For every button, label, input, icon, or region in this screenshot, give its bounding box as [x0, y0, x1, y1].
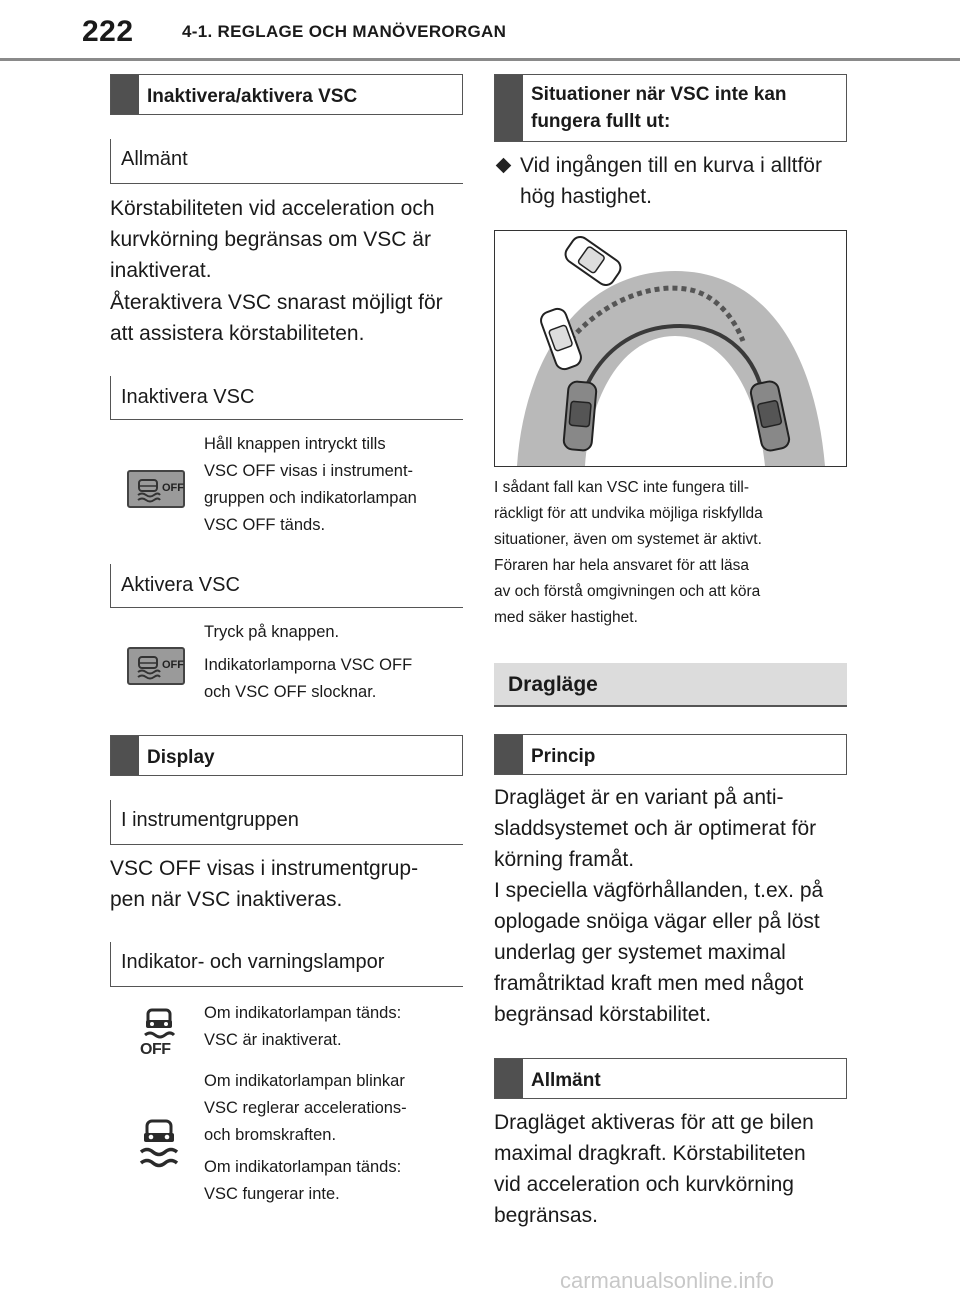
- bullet-text: [520, 150, 860, 212]
- hold-button-text: [204, 431, 466, 539]
- section-box-display: [110, 735, 463, 776]
- vsc-indicator-icon: [136, 1118, 182, 1170]
- text-line: kurvkörning begränsas om VSC är: [110, 228, 431, 251]
- subsection-indikator: [110, 942, 463, 987]
- text-line: VSC OFF visas i instrument-: [204, 462, 414, 480]
- paragraph-princip-1: [494, 782, 854, 875]
- text-line: begränsas.: [494, 1204, 598, 1227]
- text-line: Dragläget aktiveras för att ge bilen: [494, 1111, 814, 1134]
- text-line: maximal dragkraft. Körstabiliteten: [494, 1142, 806, 1165]
- subsection-title: Allmänt: [121, 148, 188, 170]
- curve-illustration: [494, 230, 847, 467]
- section-title: Allmänt: [531, 1070, 601, 1091]
- text-line: I sådant fall kan VSC inte fungera till-: [494, 479, 750, 496]
- lamps-off-text: [204, 652, 466, 706]
- indicator-blink-text: [204, 1068, 466, 1149]
- section-box-allmant: [494, 1058, 847, 1099]
- text-line: begränsad körstabilitet.: [494, 1003, 712, 1026]
- text-line: VSC OFF visas i instrumentgrup-: [110, 857, 419, 880]
- vsc-off-button-icon: [127, 470, 185, 508]
- text-line: Återaktivera VSC snarast möjligt för: [110, 291, 443, 314]
- chapter-title: 4-1. REGLAGE OCH MANÖVERORGAN: [182, 22, 507, 41]
- text-line: Dragläget är en variant på anti-: [494, 786, 784, 809]
- off-label: OFF: [162, 659, 184, 671]
- text-line: gruppen och indikatorlampan: [204, 489, 417, 507]
- bullet-dot: [496, 158, 512, 174]
- page-number: 222: [82, 15, 134, 48]
- section-title: Display: [147, 747, 215, 768]
- text-line: framåtriktad kraft men med något: [494, 972, 804, 995]
- text-line: pen när VSC inaktiveras.: [110, 888, 343, 911]
- section-title: Inaktivera/aktivera VSC: [147, 86, 358, 107]
- text-line: VSC är inaktiverat.: [204, 1031, 342, 1049]
- section-title: Princip: [531, 746, 596, 767]
- text-line: Håll knappen intryckt tills: [204, 435, 386, 453]
- text-line: sladdsystemet och är optimerat för: [494, 817, 817, 840]
- text-line: Föraren har hela ansvaret för att läsa: [494, 557, 750, 574]
- text-line: Körstabiliteten vid acceleration och: [110, 197, 435, 220]
- paragraph-reactivate: [110, 287, 470, 349]
- paragraph-allmant: [494, 1107, 854, 1231]
- subsection-instrumentgruppen: [110, 800, 463, 845]
- section-box-inaktivera: [110, 74, 463, 115]
- text-line: inaktiverat.: [110, 259, 212, 282]
- text-line: VSC OFF tänds.: [204, 516, 326, 534]
- subsection-title: Aktivera VSC: [121, 574, 240, 596]
- text-line: med säker hastighet.: [494, 609, 638, 626]
- paragraph-princip-2: [494, 875, 854, 1030]
- text-line: I speciella vägförhållanden, t.ex. på: [494, 879, 824, 902]
- section-box-princip: [494, 734, 847, 775]
- paragraph-stability: [110, 193, 470, 286]
- section-box-draglage: [494, 663, 847, 707]
- text-line: och VSC OFF slocknar.: [204, 683, 377, 701]
- vsc-off-button-icon: [127, 647, 185, 685]
- text-line: Om indikatorlampan tänds:: [204, 1004, 402, 1022]
- subsection-title: Inaktivera VSC: [121, 386, 255, 408]
- text-line: och bromskraften.: [204, 1126, 337, 1144]
- text-line: Situationer när VSC inte kan: [531, 84, 787, 105]
- subsection-title: Indikator- och varningslampor: [121, 951, 385, 973]
- text-line: att assistera körstabiliteten.: [110, 322, 365, 345]
- subsection-inaktivera-vsc: [110, 376, 463, 420]
- text-line: oplogade snöiga vägar eller på löst: [494, 910, 820, 933]
- text-line: Om indikatorlampan tänds:: [204, 1158, 402, 1176]
- section-box-situationer: [494, 74, 847, 142]
- off-label: OFF: [162, 482, 184, 494]
- car-illustration-top: [562, 233, 624, 288]
- off-label: OFF: [140, 1041, 171, 1058]
- subsection-allmant: [110, 139, 463, 184]
- paragraph-display: [110, 853, 470, 915]
- text-line: räckligt för att undvika möjliga riskfyllda: [494, 505, 763, 522]
- text-line: situationer, även om systemet är aktivt.: [494, 531, 762, 548]
- text-line: Indikatorlamporna VSC OFF: [204, 656, 413, 674]
- text-line: VSC fungerar inte.: [204, 1185, 340, 1203]
- text-line: körning framåt.: [494, 848, 635, 871]
- subsection-title: I instrumentgruppen: [121, 809, 299, 831]
- indicator-off-text: [204, 1000, 466, 1054]
- subsection-aktivera-vsc: [110, 564, 463, 608]
- text-line: av och förstå omgivningen och att köra: [494, 583, 761, 600]
- text-line: vid acceleration och kurvkörning: [494, 1173, 794, 1196]
- section-title: [531, 81, 787, 135]
- text-line: underlag ger systemet maximal: [494, 941, 786, 964]
- header-rule: [0, 58, 960, 61]
- press-button-text: Tryck på knappen.: [204, 623, 340, 641]
- text-line: fungera fullt ut:: [531, 111, 671, 132]
- vsc-off-indicator-icon: [139, 1008, 179, 1060]
- text-line: hög hastighet.: [520, 185, 652, 208]
- section-title: Dragläge: [508, 673, 598, 696]
- indicator-fault-text: [204, 1154, 466, 1208]
- car-illustration-bottom-left: [563, 381, 597, 451]
- watermark: carmanualsonline.info: [560, 1268, 775, 1293]
- text-line: VSC reglerar accelerations-: [204, 1099, 407, 1117]
- caption-text: [494, 475, 854, 631]
- text-line: Om indikatorlampan blinkar: [204, 1072, 405, 1090]
- text-line: Vid ingången till en kurva i alltför: [520, 154, 822, 177]
